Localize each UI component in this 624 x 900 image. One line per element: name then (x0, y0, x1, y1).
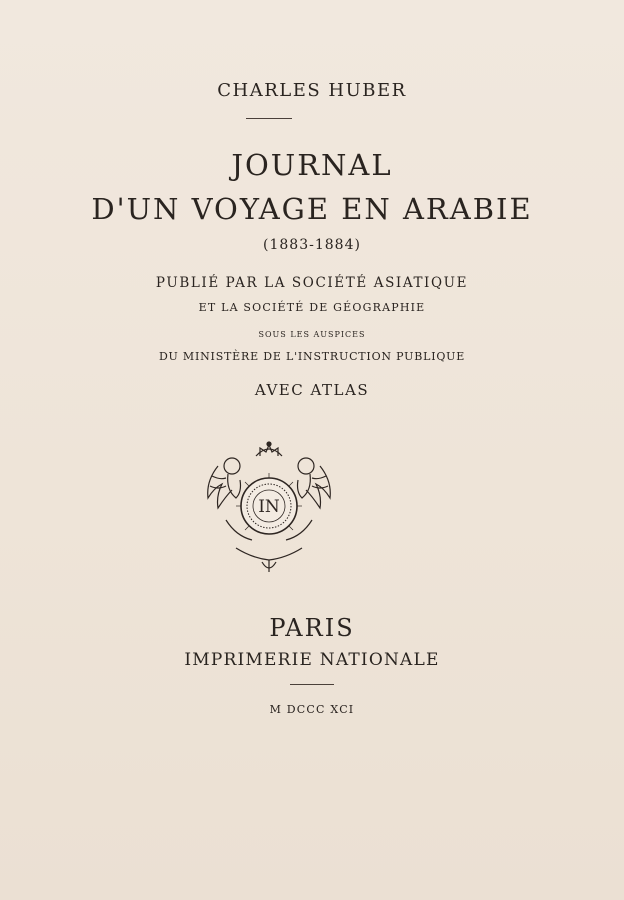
author-name: CHARLES HUBER (217, 80, 407, 101)
publisher-line-2: ET LA SOCIÉTÉ DE GÉOGRAPHIE (198, 301, 426, 314)
publication-place: PARIS (269, 614, 355, 642)
dates-subtitle: (1883-1884) (263, 237, 361, 253)
title-line-1: JOURNAL (231, 148, 393, 182)
emblem-monogram: IN (258, 497, 280, 517)
publisher-line-3: SOUS LES AUSPICES (258, 330, 366, 339)
printer-name: IMPRIMERIE NATIONALE (184, 650, 440, 670)
divider-rule (290, 684, 334, 685)
publisher-line-4: DU MINISTÈRE DE L'INSTRUCTION PUBLIQUE (158, 350, 466, 363)
publication-year: M DCCC XCI (269, 703, 355, 716)
imprimerie-nationale-emblem-icon (196, 436, 342, 576)
divider-rule (246, 118, 292, 119)
title-line-2: D'UN VOYAGE EN ARABIE (91, 192, 533, 226)
publisher-line-1: PUBLIÉ PAR LA SOCIÉTÉ ASIATIQUE (155, 275, 469, 291)
atlas-note: AVEC ATLAS (254, 381, 370, 399)
